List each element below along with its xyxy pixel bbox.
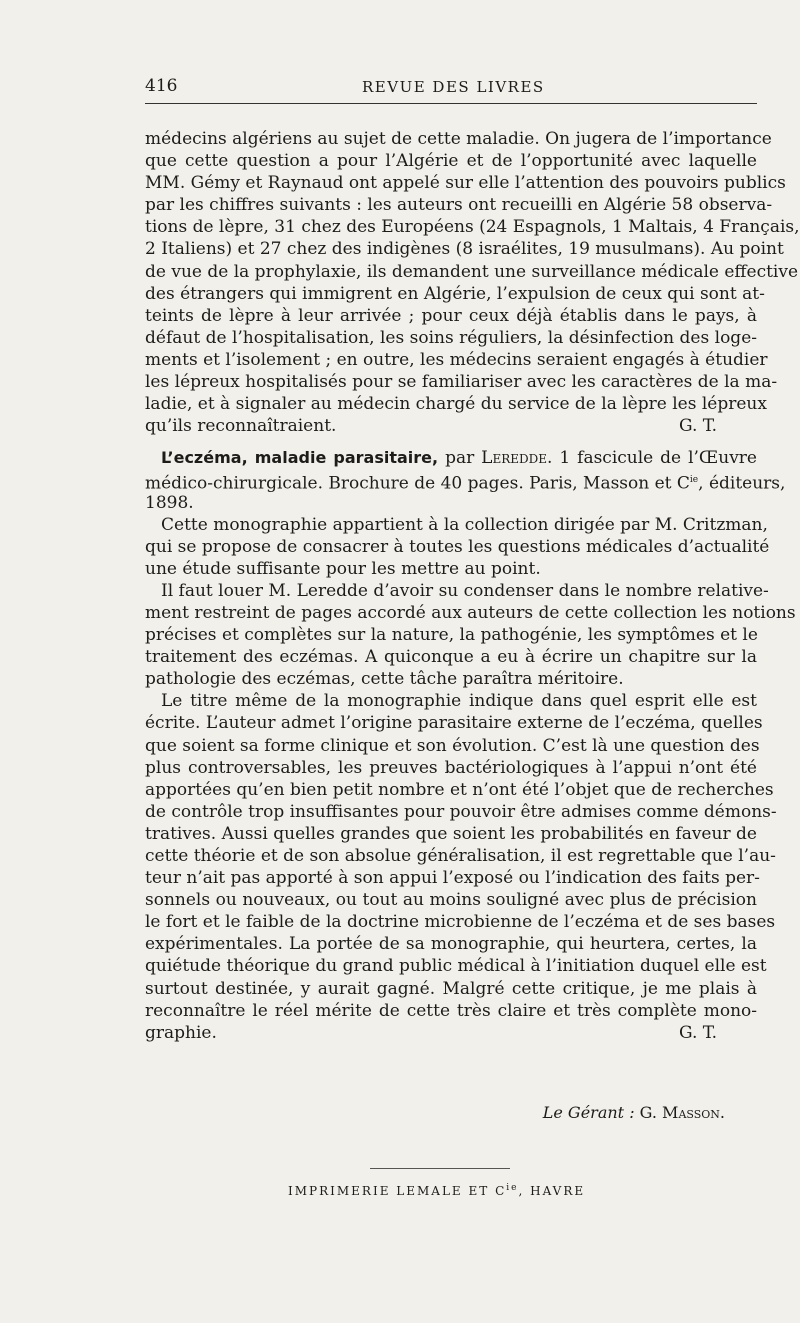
citation-year: 1898. (145, 492, 194, 513)
text-line: que cette question a pour l’Algérie et de l’opportunité avec laquelle (145, 151, 757, 172)
text-line: qui se propose de consacrer à toutes les questions médicales d’actualité (145, 536, 770, 557)
review-eczema (145, 447, 796, 1044)
citation-by: par (445, 448, 475, 469)
text-line: teur n’ait pas apporté à son appui l’exposé ou l’indication des faits per- (145, 868, 760, 889)
text-line: ladie, et à signaler au médecin chargé du service de la lèpre les lépreux (145, 394, 767, 415)
text-line: MM. Gémy et Raynaud ont appelé sur elle l’attention des pouvoirs publics (145, 173, 786, 194)
imprint-sup: ie (506, 1183, 519, 1193)
reviewer-signature: G. T. (678, 416, 717, 437)
text-line-signed (145, 1022, 757, 1044)
gerant-name: G. Masson. (639, 1103, 725, 1122)
text-line: surtout destinée, y aurait gagné. Malgré cette critique, je me plais à (145, 978, 757, 999)
text-line: tratives. Aussi quelles grandes que soient les probabilités en faveur de (145, 823, 757, 844)
publisher-manager (543, 1103, 725, 1122)
text-line: précises et complètes sur la nature, la pathogénie, les symptômes et le (145, 625, 758, 646)
body-text (145, 128, 800, 1044)
citation-publisher: médico-chirurgicale. Brochure de 40 pages. Paris, Masson et C (145, 474, 690, 495)
imprint-main: IMPRIMERIE LEMALE ET C (288, 1184, 507, 1198)
text-line: médecins algériens au sujet de cette maladie. On jugera de l’importance (145, 129, 772, 149)
page-header (145, 76, 757, 102)
text-line: sonnels ou nouveaux, ou tout au moins souligné avec plus de précision (145, 890, 757, 911)
citation-rest: . 1 fascicule de l’Œuvre (547, 448, 757, 469)
citation-line (145, 447, 757, 469)
page-number: 416 (145, 76, 178, 96)
text-line: reconnaître le réel mérite de cette très claire et très complète mono- (145, 1000, 757, 1021)
printer-imprint (288, 1183, 585, 1198)
header-rule (145, 103, 757, 104)
text-line: 2 Italiens) et 27 chez des indigènes (8 israélites, 19 musulmans). Au point (145, 239, 784, 260)
gerant-label: Le Gérant : (542, 1103, 635, 1122)
text-line: tions de lèpre, 31 chez des Européens (24 Espagnols, 1 Maltais, 4 Français, (145, 217, 800, 238)
text-line: de contrôle trop insuffisantes pour pouvoir être admises comme démons- (145, 801, 777, 822)
spacer (145, 437, 757, 447)
text-line-end: qu’ils reconnaîtraient. (145, 416, 337, 437)
text-line: Cette monographie appartient à la collection dirigée par M. Critzman, (161, 514, 768, 535)
text-line: teints de lèpre à leur arrivée ; pour ceux déjà établis dans le pays, à (145, 305, 757, 326)
text-line: que soient sa forme clinique et son évolution. C’est là une question des (145, 735, 760, 756)
text-line: une étude suffisante pour les mettre au point. (145, 558, 541, 579)
text-line: le fort et le faible de la doctrine microbienne de l’eczéma et de ses bases (145, 912, 776, 933)
text-line: défaut de l’hospitalisation, les soins réguliers, la désinfection des loge- (145, 327, 757, 348)
text-line: ment restreint de pages accordé aux auteurs de cette collection les notions (145, 602, 796, 623)
text-line: Il faut louer M. Leredde d’avoir su condenser dans le nombre relative- (161, 580, 769, 601)
text-line: écrite. L’auteur admet l’origine parasitaire externe de l’eczéma, quelles (145, 713, 763, 734)
text-line: des étrangers qui immigrent en Algérie, l’expulsion de ceux qui sont at- (145, 283, 765, 304)
text-line-signed (145, 415, 757, 437)
review-leprosy-algeria (145, 128, 800, 437)
citation-sup: ie (689, 475, 699, 486)
text-line: ments et l’isolement ; en outre, les médecins seraient engagés à étudier (145, 349, 768, 370)
text-line: plus controversables, les preuves bactériologiques à l’appui n’ont été (145, 757, 757, 778)
book-title: L’eczéma, maladie parasitaire, (161, 448, 439, 468)
imprint-end: , HAVRE (518, 1184, 586, 1198)
text-line: cette théorie et de son absolue généralisation, il est regrettable que l’au- (145, 846, 776, 866)
text-line: par les chiffres suivants : les auteurs ont recueilli en Algérie 58 observa- (145, 195, 773, 216)
text-line: les lépreux hospitalisés pour se familiariser avec les caractères de la ma- (145, 372, 778, 393)
reviewer-signature: G. T. (678, 1022, 717, 1043)
text-line: traitement des eczémas. A quiconque a eu à écrire un chapitre sur la (145, 647, 757, 668)
citation-publisher-end: , éditeurs, (698, 474, 786, 495)
text-line: quiétude théorique du grand public médical à l’initiation duquel elle est (145, 956, 767, 977)
text-line: pathologie des eczémas, cette tâche paraîtra méritoire. (145, 669, 624, 690)
text-line: Le titre même de la monographie indique dans quel esprit elle est (161, 691, 757, 712)
citation-line (145, 469, 786, 495)
book-author: Leredde (481, 448, 548, 469)
text-line: de vue de la prophylaxie, ils demandent une surveillance médicale effective (145, 261, 799, 282)
running-title: REVUE DES LIVRES (362, 78, 545, 96)
text-line-end: graphie. (145, 1022, 217, 1043)
text-line: expérimentales. La portée de sa monographie, qui heurtera, certes, la (145, 934, 757, 955)
text-line: apportées qu’en bien petit nombre et n’ont été l’objet que de recherches (145, 779, 774, 800)
footer-rule (370, 1168, 510, 1169)
